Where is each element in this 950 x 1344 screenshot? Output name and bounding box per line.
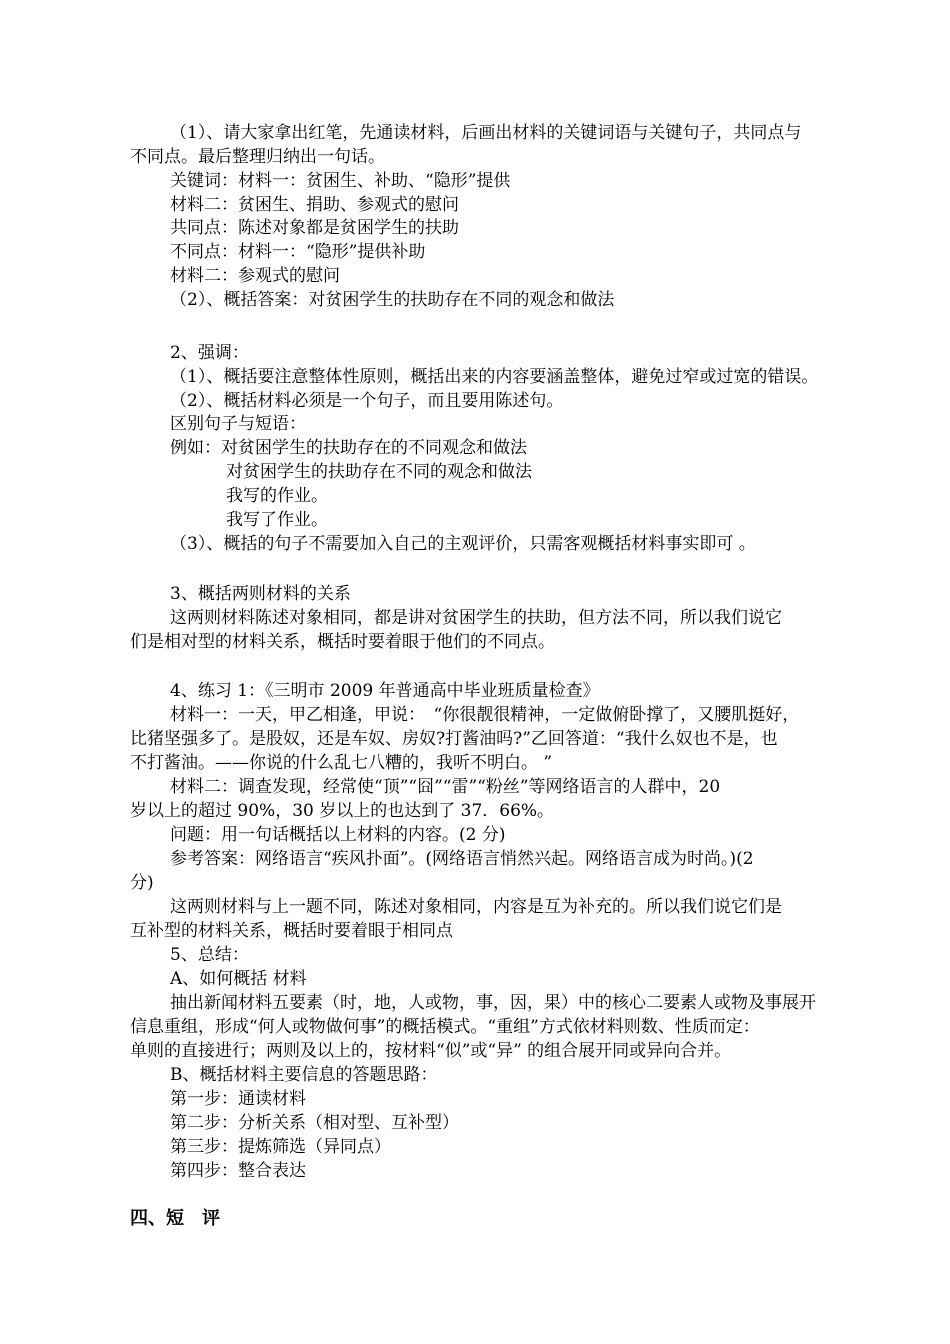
text-line: 分) xyxy=(130,873,154,893)
text-line: （1）、请大家拿出红笔，先通读材料，后画出材料的关键词语与关键句子，共同点与 xyxy=(170,123,802,143)
text-line: 第一步：通读材料 xyxy=(170,1089,306,1109)
section-heading: 3、概括两则材料的关系 xyxy=(170,584,351,604)
text-line: 单则的直接进行；两则及以上的，按材料“似”或“异” 的组合展开同或异向合并。 xyxy=(130,1041,732,1061)
text-line: 材料一：一天，甲乙相逢，甲说： “你很靓很精神，一定做俯卧撑了，又腰肌挺好， xyxy=(170,705,800,725)
text-line: （2）、概括答案：对贫困学生的扶助存在不同的观念和做法 xyxy=(170,290,615,310)
text-line: 参考答案：网络语言“疾风扑面”。(网络语言悄然兴起。网络语言成为时尚。)(2 xyxy=(170,849,754,869)
text-line: 我写的作业。 xyxy=(226,486,328,506)
text-line: 材料二：参观式的慰问 xyxy=(170,266,340,286)
text-line: 我写了作业。 xyxy=(226,510,328,530)
section-heading: 2、强调： xyxy=(170,343,249,363)
text-line: （3）、概括的句子不需要加入自己的主观评价，只需客观概括材料事实即可 。 xyxy=(170,534,756,554)
text-line: 问题：用一句话概括以上材料的内容。(2 分) xyxy=(170,825,506,845)
text-line: 材料二：调查发现，经常使“顶”“囧”“雷”“粉丝”等网络语言的人群中，20 xyxy=(170,777,721,797)
section-heading: 4、练习 1：《三明市 2009 年普通高中毕业班质量检查》 xyxy=(170,681,600,701)
text-line: 岁以上的超过 90%，30 岁以上的也达到了 37．66%。 xyxy=(130,801,555,821)
text-line: 不同点：材料一：“隐形”提供补助 xyxy=(170,242,426,262)
text-line: 不同点。最后整理归纳出一句话。 xyxy=(130,147,385,167)
text-line: 比猪坚强多了。是股奴，还是车奴、房奴?打酱油吗?”乙回答道：“我什么奴也不是，也 xyxy=(130,729,778,749)
text-line: 例如：对贫困学生的扶助存在的不同观念和做法 xyxy=(170,438,527,458)
text-line: 第四步：整合表达 xyxy=(170,1161,306,1181)
text-line: 抽出新闻材料五要素（时，地，人或物，事，因，果）中的核心二要素人或物及事展开 xyxy=(170,993,816,1013)
text-line: 第三步：提炼筛选（异同点） xyxy=(170,1137,391,1157)
text-line: 们是相对型的材料关系，概括时要着眼于他们的不同点。 xyxy=(130,632,555,652)
text-line: 不打酱油。——你说的什么乱七八糟的，我听不明白。 ” xyxy=(130,753,553,773)
text-line: 区别句子与短语： xyxy=(170,414,306,434)
text-line: 关键词：材料一：贫困生、补助、“隐形”提供 xyxy=(170,171,511,191)
text-line: 这两则材料陈述对象相同，都是讲对贫困学生的扶助，但方法不同，所以我们说它 xyxy=(170,608,782,628)
text-line: 材料二：贫困生、捐助、参观式的慰问 xyxy=(170,195,459,215)
text-line: 互补型的材料关系，概括时要着眼于相同点 xyxy=(130,921,453,941)
text-line: 信息重组，形成“何人或物做何事”的概括模式。“重组”方式依材料则数、性质而定： xyxy=(130,1017,760,1037)
text-line: 第二步：分析关系（相对型、互补型） xyxy=(170,1113,459,1133)
text-line: （1）、概括要注意整体性原则，概括出来的内容要涵盖整体，避免过窄或过宽的错误。 xyxy=(170,367,819,387)
section-title: 四、短 评 xyxy=(130,1208,220,1229)
text-line: （2）、概括材料必须是一个句子，而且要用陈述句。 xyxy=(170,391,564,411)
text-line: 对贫困学生的扶助存在不同的观念和做法 xyxy=(226,462,532,482)
text-line: B、概括材料主要信息的答题思路： xyxy=(170,1065,438,1085)
section-heading: 5、总结： xyxy=(170,945,249,965)
text-line: 共同点：陈述对象都是贫困学生的扶助 xyxy=(170,218,459,238)
text-line: 这两则材料与上一题不同，陈述对象相同，内容是互为补充的。所以我们说它们是 xyxy=(170,897,782,917)
text-line: A、如何概括 材料 xyxy=(170,969,307,989)
